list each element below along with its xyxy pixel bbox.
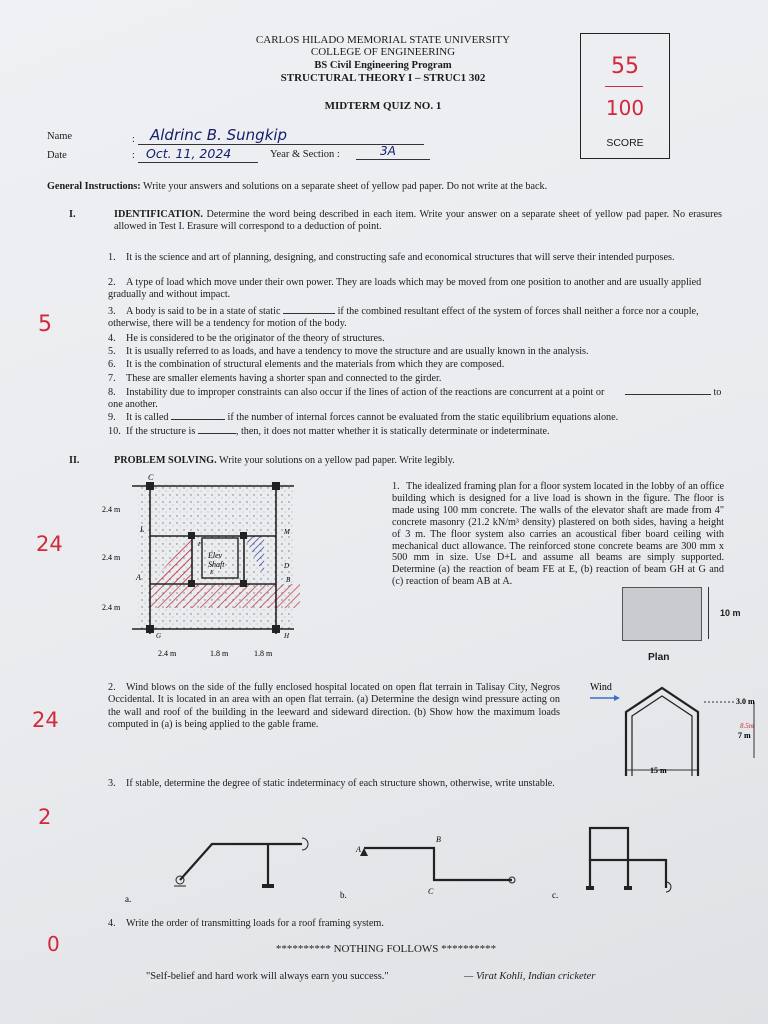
- dim-bottom: 2.4 m: [158, 649, 177, 658]
- dim-rise: 3.0 m: [736, 697, 755, 706]
- part2-instructions: [114, 455, 714, 467]
- p3-statement: 3. If stable, determine the degree of static indeterminacy of each structure shown, otherwise, write unstable.: [108, 778, 555, 789]
- general-instructions: [47, 181, 737, 193]
- dim-height: 7 m: [738, 731, 751, 740]
- identification-item: 4. He is considered to be the originator of the theory of structures.: [108, 333, 385, 344]
- name-value: Aldrinc B. Sungkip: [150, 126, 288, 144]
- beam-letter: L: [140, 525, 145, 534]
- wind-label: Wind: [590, 682, 612, 693]
- footer-author: — Virat Kohli, Indian cricketer: [464, 971, 596, 982]
- dim-left: 2.4 m: [102, 553, 121, 562]
- point-label: A: [356, 845, 361, 854]
- beam-letter: F: [198, 542, 202, 548]
- part1-title: IDENTIFICATION.: [114, 209, 203, 220]
- identification-item: 7. These are smaller elements having a shorter span and connected to the girder.: [108, 373, 442, 384]
- p2-statement: 2. Wind blows on the side of the fully enclosed hospital located on open flat terrain in Talisay City, Negros Occidental. It is located in an area with an open flat terrain. (a) Determine the design wind pressure acting on the wall and roof of the building in the leeward and sideward direction. (b) Show how the maximum loads computed in (a) is being applied to the gable frame.: [108, 682, 560, 731]
- point-label: C: [428, 887, 434, 896]
- identification-item: 9. It is called if the number of internal forces cannot be evaluated from the static equilibrium equations alone.: [108, 412, 619, 423]
- tributary-strip-hatch: [150, 584, 300, 608]
- footer-quote: "Self-belief and hard work will always earn you success.": [146, 971, 389, 982]
- beam-letter: B: [286, 576, 291, 584]
- gable-frame-figure: [586, 676, 766, 782]
- part2-numeral: II.: [69, 455, 80, 466]
- structures-figure: [118, 818, 708, 906]
- dim-bottom: 1.8 m: [210, 649, 229, 658]
- name-label: Name: [47, 131, 73, 142]
- beam-letter: M: [284, 528, 290, 536]
- quiz-sheet: CARLOS HILADO MEMORIAL STATE UNIVERSITY COLLEGE OF ENGINEERING BS Civil Engineering Program STRUCTURAL THEORY I – STRUC1 302 MIDTERM QUIZ NO. 1 55 100 SCORE Name : Aldrinc B. Sungkip Date : Oct. 11, 2024 Year & Section : 3A General Instructions: Write your answers and solutions on a separate sheet of yellow pad paper. Do not write at the back. I. IDENTIFICATION. Determine the word being described in each item. Write your answer on a separate sheet of yellow pad paper. No erasures allowed in Test I. Erasure will correspond to a deduction of point. 5 1. It is the science and art of planning, designing, and constructing safe and economical structures that will serve their intended purposes. 2. A type of load which move under their own power. They are loads which may be moved from one position to another and are usually applied gradually and without impact. 3. A body is said to be in a state of static if the combined resultant effect of the system of forces shall neither a force nor a couple, otherwise, there will be a tendency for motion of the body. 4. He is considered to be the originator of the theory of structures. 5. It is usually referred to as loads, and have a tendency to move the structure and are usually known in the analysis. 6. It is the combination of structural elements and the materials from which they are composed. 7. These are smaller elements having a shorter span and connected to the girder. 8. Instability due to improper constraints can also occur if the lines of action of the reactions are concurrent at a point or to one another. 9. It is called if the number of internal forces cannot be evaluated from the static equilibrium equations alone. 10. If the structure is , then, it does not matter whether it is statically determinate or indeterminate. II. PROBLEM SOLVING. Write your solutions on a yellow pad paper. Write legibly. 24 Elev Shaft C L A F E M G D B H 2.4 m 2.4 m 2.4 m 2.4 m 1.8 m 1.8 m 1. The idealized framing plan for a floor system located in the lobby of an office building which is designed for a live load is shown in the figure. The floor is made using 100 mm concrete. The walls of the elevator shaft are made from 4" concrete masonry (21.2 kN/m³ density) plastered on both sides, having a height of 3 m. The floor system also carries an acoustical fiber board ceiling with mechanical duct allowance. The reinforced stone concrete beams are 300 mm x 500 mm in size. Use D+L and assume all beams are simply supported. Determine (a) the reaction of beam FE at E, (b) reaction of beam GH at G and (c) reaction of beam AB at A. 10 m Plan 24 2. Wind blows on the side of the fully enclosed hospital located on open flat terrain in Talisay City, Negros Occidental. It is located in an area with an open flat terrain. (a) Determine the design wind pressure acting on the wall and roof of the building in the leeward and sideward direction. (b) Show how the maximum loads computed in (a) is being applied to the gable frame. Wind 3.0 m 7 m 8.5m 15 m 2 3. If stable, determine the degree of static indeterminacy of each structure shown, otherwise, write unstable. a. b. c. A B C 0 4. Write the order of transmitting loads for a roof framing system. ********** NOTHING FOLLOWS ********** "Self-belief and hard work will always earn you success." — Virat Kohli, Indian cricketer: [0, 0, 768, 1024]
- p1-statement: 1. The idealized framing plan for a floor system located in the lobby of an office building which is designed for a live load is shown in the figure. The floor is made using 100 mm concrete. The walls of the elevator shaft are made from 4" concrete masonry (21.2 kN/m³ density) plastered on both sides, having a height of 3 m. The floor system also carries an acoustical fiber board ceiling with mechanical duct allowance. The reinforced stone concrete beams are 300 mm x 500 mm in size. Use D+L and assume all beams are simply supported. Determine (a) the reaction of beam FE at E, (b) reaction of beam GH at G and (c) reaction of beam AB at A.: [392, 481, 724, 588]
- score-fraction-line: [605, 86, 643, 87]
- plan-dimension: 10 m: [720, 608, 741, 618]
- score-denominator: 100: [605, 96, 645, 120]
- section-line: [356, 159, 430, 160]
- section-value: 3A: [380, 144, 396, 158]
- beam-letter: E: [210, 570, 214, 576]
- framing-plan-figure: [98, 472, 310, 662]
- identification-item: 8. Instability due to improper constraints can also occur if the lines of action of the reactions are concurrent at a point or to one another.: [108, 387, 722, 411]
- plan-rectangle: [622, 587, 702, 641]
- date-value: Oct. 11, 2024: [146, 146, 232, 161]
- structure-label: c.: [552, 890, 559, 900]
- dim-left: 2.4 m: [102, 505, 121, 514]
- shaft-label-2: Shaft: [208, 560, 225, 569]
- identification-item: 5. It is usually referred to as loads, and have a tendency to move the structure and are usually known in the analysis.: [108, 346, 589, 357]
- dim-span: 15 m: [650, 766, 667, 775]
- beam-letter: H: [284, 632, 290, 640]
- p4-mark: 0: [47, 932, 60, 956]
- nothing-follows: ********** NOTHING FOLLOWS **********: [275, 943, 497, 955]
- university-name: CARLOS HILADO MEMORIAL STATE UNIVERSITY: [255, 34, 511, 46]
- general-instructions-label: General Instructions:: [47, 181, 141, 192]
- p4-statement: 4. Write the order of transmitting loads for a roof framing system.: [108, 918, 384, 929]
- dim-left: 2.4 m: [102, 603, 121, 612]
- beam-letter: D: [284, 562, 290, 570]
- structure-b: [364, 848, 512, 880]
- beam-letter: C: [148, 473, 154, 482]
- date-line: [138, 162, 258, 163]
- part1-mark: 5: [38, 312, 52, 337]
- date-label: Date: [47, 150, 67, 161]
- point-label: B: [436, 835, 441, 844]
- identification-item: 3. A body is said to be in a state of static if the combined resultant effect of the system of forces shall neither a force nor a couple, otherwise, there will be a tendency for motion of the body.: [108, 306, 699, 330]
- part2-title: PROBLEM SOLVING.: [114, 455, 217, 466]
- part1-instructions: [114, 209, 722, 234]
- course-title: STRUCTURAL THEORY I – STRUC1 302: [280, 72, 486, 84]
- general-instructions-text: Write your answers and solutions on a separate sheet of yellow pad paper. Do not write at the back.: [143, 181, 548, 192]
- hand-note: 8.5m: [740, 722, 754, 730]
- quiz-title: MIDTERM QUIZ NO. 1: [324, 100, 442, 112]
- beam-letter: G: [156, 632, 162, 640]
- college-name: COLLEGE OF ENGINEERING: [310, 46, 456, 58]
- p3-mark: 2: [38, 805, 52, 829]
- part2-text: Write your solutions on a yellow pad paper. Write legibly.: [219, 455, 455, 466]
- beam-letter: A: [136, 573, 141, 582]
- score-numerator: 55: [611, 54, 639, 79]
- identification-item: 1. It is the science and art of planning, designing, and constructing safe and economical structures that will serve their intended purposes.: [108, 252, 675, 263]
- structure-label: a.: [125, 894, 132, 904]
- identification-item: 10. If the structure is , then, it does not matter whether it is statically determinate or indeterminate.: [108, 426, 550, 437]
- identification-item: 2. A type of load which move under their own power. They are loads which may be moved from one position to another and are usually applied gradually and without impact.: [108, 277, 702, 301]
- part1-text: Determine the word being described in each item. Write your answer on a separate sheet of yellow pad paper. No erasures allowed in Test I. Erasure will correspond to a deduction of point.: [114, 209, 722, 233]
- shaft-label-1: Elev: [208, 551, 223, 560]
- plan-label: Plan: [648, 652, 670, 663]
- plan-dim-line: [708, 587, 709, 639]
- dim-bottom: 1.8 m: [254, 649, 273, 658]
- p2-mark: 24: [32, 708, 59, 732]
- score-label: SCORE: [606, 137, 644, 149]
- part1-numeral: I.: [69, 209, 76, 220]
- score-box: [580, 33, 670, 159]
- identification-item: 6. It is the combination of structural elements and the materials from which they are composed.: [108, 359, 505, 370]
- structure-a: [180, 844, 302, 884]
- p1-mark: 24: [36, 532, 63, 556]
- structure-c: [590, 828, 666, 888]
- section-label: Year & Section :: [270, 149, 340, 160]
- structure-label: b.: [340, 890, 347, 900]
- program-name: BS Civil Engineering Program: [314, 60, 452, 71]
